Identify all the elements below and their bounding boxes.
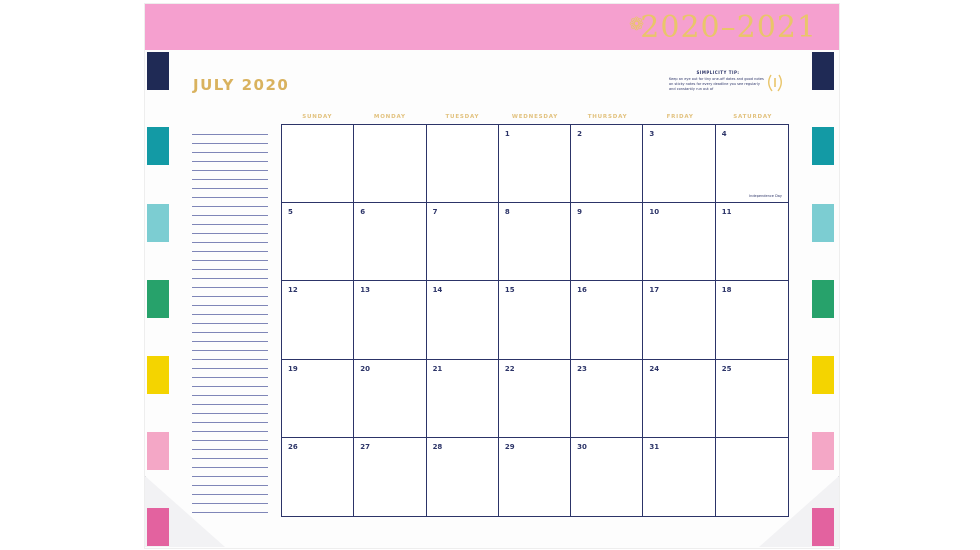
day-number: 23 [577,364,587,373]
day-cell[interactable] [427,125,499,203]
day-number: 17 [649,286,660,295]
day-cell[interactable] [427,281,499,359]
day-cell[interactable] [716,125,788,203]
day-number: 5 [288,208,293,217]
day-cell[interactable] [499,125,571,203]
day-number: 7 [432,208,438,217]
day-cell[interactable] [427,360,499,438]
day-number: 31 [649,442,660,451]
day-cell[interactable] [643,203,715,281]
color-tab-left [147,52,169,90]
color-tab-right [812,432,834,470]
day-cell[interactable] [571,125,643,203]
day-number: 24 [649,364,660,373]
day-number: 19 [288,364,298,373]
weekday-wednesday: WEDNESDAY [511,114,559,120]
notes-lines [192,134,268,519]
day-number: 14 [432,286,443,295]
day-cell[interactable] [499,203,571,281]
weekday-friday: FRIDAY [666,114,694,120]
day-cell[interactable] [643,125,715,203]
laurel-icon [765,72,785,94]
day-cell[interactable] [354,125,426,203]
weekday-monday: MONDAY [373,114,406,120]
day-number: 16 [577,286,587,295]
day-cell[interactable] [643,360,715,438]
day-number: 28 [432,442,443,451]
simplicity-tip [669,70,767,92]
day-cell[interactable] [282,281,354,359]
month-title: JULY 2020 [193,76,290,94]
color-tab-right [812,356,834,394]
weekday-sunday: SUNDAY [302,114,333,120]
day-cell[interactable] [282,203,354,281]
day-cell[interactable] [643,281,715,359]
day-number: 4 [721,130,727,138]
desk-calendar-page [145,4,839,548]
header-bar [145,4,839,50]
day-cell[interactable] [354,281,426,359]
day-number: 22 [504,364,515,373]
day-number: 2 [577,130,583,138]
day-number: 13 [360,286,371,295]
weekday-thursday: THURSDAY [587,114,628,120]
day-cell[interactable] [571,360,643,438]
calendar-grid [281,124,789,517]
day-number: 27 [360,442,371,451]
holiday-note: Independence Day [749,194,782,199]
color-tab-left [147,432,169,470]
day-number: 9 [577,208,583,217]
day-cell[interactable] [716,281,788,359]
day-cell[interactable] [282,438,354,516]
year-range: 2020–2021 [640,10,817,45]
sprig-icon: ❁ [629,14,645,35]
day-cell[interactable] [354,360,426,438]
day-cell[interactable] [354,203,426,281]
day-cell[interactable] [499,281,571,359]
weekday-saturday: SATURDAY [733,114,773,120]
day-cell[interactable] [282,360,354,438]
color-tab-right [812,204,834,242]
day-cell[interactable] [427,438,499,516]
tip-title: SIMPLICITY TIP: [696,70,740,75]
day-cell[interactable] [499,438,571,516]
day-number: 30 [577,442,587,451]
day-cell[interactable] [571,281,643,359]
color-tab-right [812,280,834,318]
day-cell[interactable] [571,438,643,516]
day-number: 12 [288,286,298,295]
tip-text: Keep an eye out for tiny one-off dates and good notes on sticky notes for every deadline you see regularly and constantly run out of [669,77,764,91]
day-cell[interactable] [571,203,643,281]
day-cell[interactable] [716,203,788,281]
day-number: 1 [504,130,510,138]
day-number: 15 [504,286,515,295]
day-number: 25 [721,364,732,373]
day-cell[interactable] [499,360,571,438]
day-number: 3 [649,130,655,138]
day-number: 11 [721,208,732,217]
day-number: 26 [288,442,298,451]
day-number: 21 [432,364,443,373]
color-tab-right [812,52,834,90]
day-cell[interactable] [643,438,715,516]
day-number: 20 [360,364,371,373]
weekday-tuesday: TUESDAY [445,114,480,120]
day-cell[interactable] [282,125,354,203]
color-tab-left [147,280,169,318]
day-cell[interactable] [427,203,499,281]
day-number: 10 [649,208,660,217]
day-number: 18 [721,286,732,295]
color-tab-left [147,204,169,242]
day-number: 6 [360,208,366,217]
color-tab-right [812,127,834,165]
day-number: 8 [504,208,510,217]
color-tab-left [147,356,169,394]
day-cell[interactable] [354,438,426,516]
day-number: 29 [504,442,515,451]
day-cell[interactable] [716,438,788,516]
day-cell[interactable] [716,360,788,438]
color-tab-left [147,127,169,165]
